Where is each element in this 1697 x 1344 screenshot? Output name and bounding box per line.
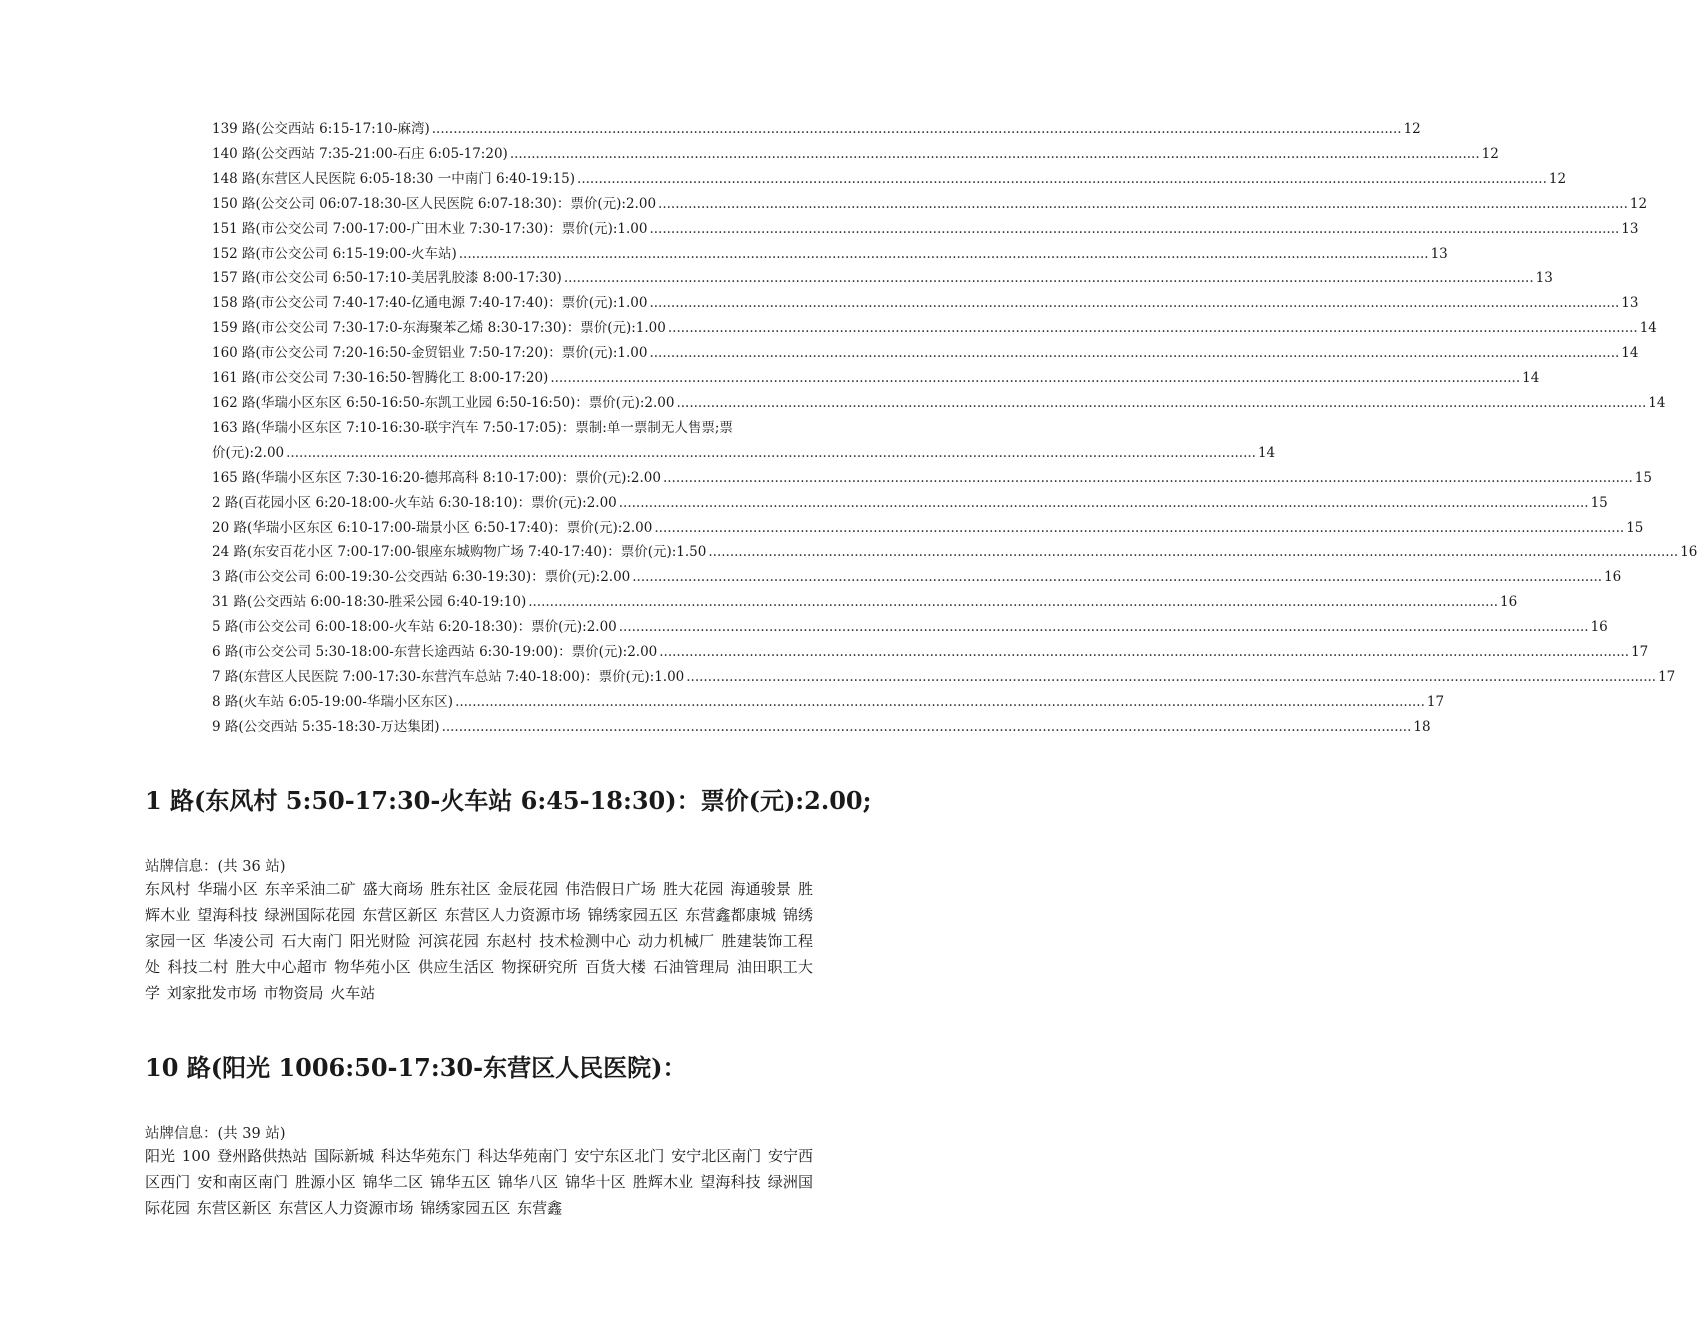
toc-entry[interactable] <box>212 242 1448 267</box>
toc-entry[interactable] <box>212 466 1652 491</box>
table-of-contents <box>212 117 1697 740</box>
toc-entry-text: 139 路(公交西站 6:15-17:10-麻湾) <box>212 121 430 137</box>
toc-page-number: 13 <box>1621 295 1639 312</box>
toc-entry-text: 7 路(东营区人民医院 7:00-17:30-东营汽车总站 7:40-18:00)：票价(元):1.00 <box>212 668 685 685</box>
toc-entry-text: 158 路(市公交公司 7:40-17:40-亿通电源 7:40-17:40)：票价(元):1.00 <box>212 295 648 312</box>
toc-page-number: 15 <box>1626 519 1644 536</box>
toc-leader-dots <box>649 341 1619 366</box>
toc-page-number: 13 <box>1535 270 1553 287</box>
route-title: 10 路(阳光 1006:50-17:30-东营区人民医院)： <box>145 1053 687 1082</box>
toc-entry-text: 20 路(华瑞小区东区 6:10-17:00-瑞景小区 6:50-17:40)：票价(元):2.00 <box>212 519 653 536</box>
toc-leader-dots <box>654 516 1624 541</box>
stop-list: 东风村 华瑞小区 东辛采油二矿 盛大商场 胜东社区 金辰花园 伟浩假日广场 胜大花园 海通骏景 胜辉木业 望海科技 绿洲国际花园 东营区新区 东营区人力资源市场 锦绣家园五区 东营鑫都康城 锦绣家园一区 华凌公司 石大南门 阳光财险 河滨花园 东赵村 技术检测中心 动力机械厂 胜建装饰工程处 科技二村 胜大中心超市 物华苑小区 供应生活区 物探研究所 百货大楼 石油管理局 油田职工大学 刘家批发市场 市物资局 火车站 <box>145 880 813 1002</box>
toc-entry[interactable] <box>212 366 1540 391</box>
toc-leader-dots <box>442 715 1412 740</box>
toc-entry-text: 157 路(市公交公司 6:50-17:10-美居乳胶漆 8:00-17:30) <box>212 270 562 287</box>
toc-entry[interactable] <box>212 341 1639 366</box>
toc-leader-dots <box>510 142 1480 167</box>
toc-entry-text: 140 路(公交西站 7:35-21:00-石庄 6:05-17:20) <box>212 145 508 162</box>
toc-entry-text: 165 路(华瑞小区东区 7:30-16:20-德邦高科 8:10-17:00)：票价(元):2.00 <box>212 469 661 486</box>
toc-entry-text: 160 路(市公交公司 7:20-16:50-金贸铝业 7:50-17:20)：票价(元):1.00 <box>212 345 648 362</box>
toc-entry-text: 6 路(市公交公司 5:30-18:00-东营长途西站 6:30-19:00)：票价(元):2.00 <box>212 644 658 661</box>
toc-leader-dots <box>528 590 1498 615</box>
toc-entry[interactable] <box>212 640 1649 665</box>
toc-entry[interactable] <box>212 142 1499 167</box>
toc-leader-dots <box>619 615 1589 640</box>
toc-entry-text: 3 路(市公交公司 6:00-19:30-公交西站 6:30-19:30)：票价(元):2.00 <box>212 569 631 586</box>
toc-entry[interactable] <box>212 540 1697 565</box>
toc-entry-text-line1: 163 路(华瑞小区东区 7:10-16:30-联宇汽车 7:50-17:05)：票制:单一票制无人售票;票 <box>212 419 733 436</box>
toc-entry-text: 31 路(公交西站 6:00-18:30-胜采公园 6:40-19:10) <box>212 594 527 611</box>
toc-leader-dots <box>455 690 1425 715</box>
toc-page-number: 14 <box>1257 444 1276 461</box>
toc-page-number: 16 <box>1500 594 1518 611</box>
toc-entry-text: 9 路(公交西站 5:35-18:30-万达集团) <box>212 718 440 735</box>
toc-leader-dots <box>432 117 1402 142</box>
toc-entry-text: 148 路(东营区人民医院 6:05-18:30 一中南门 6:40-19:15) <box>212 170 576 187</box>
toc-entry[interactable] <box>212 391 1666 416</box>
toc-entry[interactable] <box>212 316 1657 341</box>
toc-entry[interactable] <box>212 615 1608 640</box>
toc-page-number: 12 <box>1481 145 1499 162</box>
toc-leader-dots <box>632 565 1602 590</box>
route-section-1 <box>145 785 872 1002</box>
toc-entry[interactable] <box>212 167 1567 192</box>
toc-entry[interactable] <box>212 565 1622 590</box>
route-title: 1 路(东风村 5:50-17:30-火车站 6:45-18:30)：票价(元):2.00; <box>145 786 872 815</box>
toc-entry-text: 152 路(市公交公司 6:15-19:00-火车站) <box>212 245 457 262</box>
toc-entry[interactable] <box>212 291 1639 316</box>
toc-page-number: 18 <box>1413 718 1431 735</box>
toc-leader-dots <box>619 491 1589 516</box>
toc-page-number: 17 <box>1658 668 1676 685</box>
stop-list: 阳光 100 登州路供热站 国际新城 科达华苑东门 科达华苑南门 安宁东区北门 安宁北区南门 安宁西区西门 安和南区南门 胜源小区 锦华二区 锦华五区 锦华八区 锦华十区 胜辉木业 望海科技 绿洲国际花园 东营区新区 东营区人力资源市场 锦绣家园五区 东营鑫 <box>145 1147 813 1217</box>
toc-leader-dots <box>686 665 1656 690</box>
toc-page-number: 14 <box>1621 345 1639 362</box>
toc-leader-dots <box>550 366 1520 391</box>
toc-entry-text: 5 路(市公交公司 6:00-18:00-火车站 6:20-18:30)：票价(元):2.00 <box>212 619 617 636</box>
toc-leader-dots <box>286 441 1256 466</box>
toc-entry[interactable] <box>212 117 1421 142</box>
toc-page-number: 17 <box>1426 693 1445 710</box>
toc-leader-dots <box>708 540 1678 565</box>
toc-entry-text: 2 路(百花园小区 6:20-18:00-火车站 6:30-18:10)：票价(元):2.00 <box>212 494 617 511</box>
toc-page-number: 12 <box>1629 195 1648 212</box>
toc-entry-text: 162 路(华瑞小区东区 6:50-16:50-东凯工业园 6:50-16:50)：票价(元):2.00 <box>212 394 675 411</box>
toc-page-number: 14 <box>1639 320 1657 337</box>
toc-entry[interactable] <box>212 516 1644 541</box>
toc-entry-text: 161 路(市公交公司 7:30-16:50-智腾化工 8:00-17:20) <box>212 370 549 387</box>
toc-page-number: 14 <box>1648 394 1666 411</box>
toc-page-number: 16 <box>1680 544 1697 561</box>
route-section-10 <box>145 1052 813 1221</box>
stop-info: 站牌信息：(共 36 站) <box>145 859 286 875</box>
toc-leader-dots <box>649 291 1619 316</box>
toc-leader-dots <box>577 167 1547 192</box>
toc-page-number: 16 <box>1604 569 1622 586</box>
toc-entry-text: 150 路(公交公司 06:07-18:30-区人民医院 6:07-18:30)：票价(元):2.00 <box>212 195 657 212</box>
toc-page-number: 14 <box>1522 370 1540 387</box>
toc-entry-text: 24 路(东安百花小区 7:00-17:00-银座东城购物广场 7:40-17:40)：票价(元):1.50 <box>212 544 707 561</box>
toc-page-number: 15 <box>1634 469 1652 486</box>
toc-entry[interactable] <box>212 690 1445 715</box>
toc-leader-dots <box>668 316 1638 341</box>
toc-page-number: 12 <box>1403 121 1421 137</box>
toc-entry-text: 价(元):2.00 <box>212 444 285 461</box>
toc-entry[interactable] <box>212 416 1276 466</box>
toc-leader-dots <box>659 640 1629 665</box>
toc-page-number: 17 <box>1631 644 1649 661</box>
toc-entry[interactable] <box>212 491 1608 516</box>
toc-entry[interactable] <box>212 266 1553 291</box>
toc-entry[interactable] <box>212 217 1639 242</box>
toc-page-number: 13 <box>1430 245 1448 262</box>
toc-leader-dots <box>676 391 1646 416</box>
toc-entry-text: 151 路(市公交公司 7:00-17:00-广田木业 7:30-17:30)：票价(元):1.00 <box>212 220 648 237</box>
toc-entry-text: 159 路(市公交公司 7:30-17:0-东海聚苯乙烯 8:30-17:30)：票价(元):1.00 <box>212 320 666 337</box>
toc-page-number: 12 <box>1548 170 1567 187</box>
toc-page-number: 13 <box>1621 220 1639 237</box>
toc-page-number: 16 <box>1590 619 1608 636</box>
stop-info: 站牌信息：(共 39 站) <box>145 1126 286 1142</box>
toc-leader-dots <box>459 242 1429 267</box>
toc-leader-dots <box>663 466 1633 491</box>
toc-entry-text: 8 路(火车站 6:05-19:00-华瑞小区东区) <box>212 693 454 710</box>
toc-entry[interactable] <box>212 665 1676 690</box>
toc-leader-dots <box>649 217 1619 242</box>
toc-leader-dots <box>658 192 1628 217</box>
toc-entry[interactable] <box>212 192 1648 217</box>
toc-entry[interactable] <box>212 715 1431 740</box>
toc-page-number: 15 <box>1590 494 1608 511</box>
toc-entry[interactable] <box>212 590 1518 615</box>
toc-leader-dots <box>564 266 1534 291</box>
